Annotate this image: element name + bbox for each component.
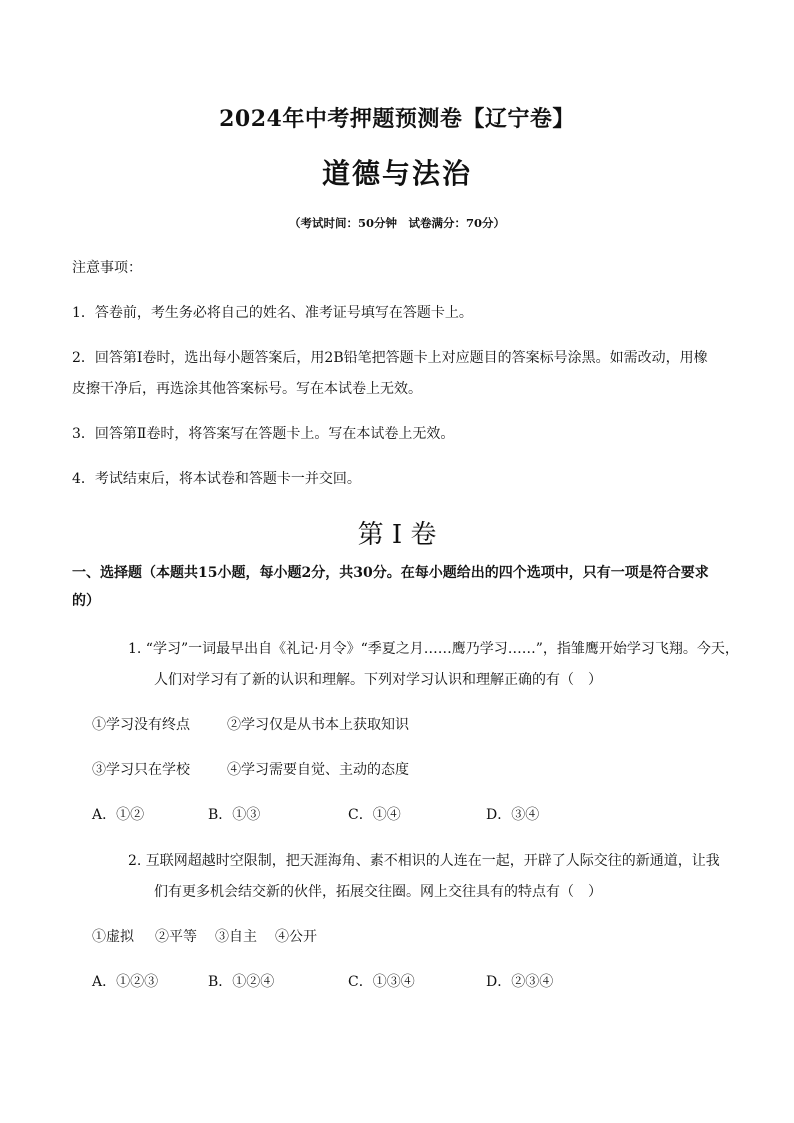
- question-2-stem-cont: 们有更多机会结交新的伙伴，拓展交往圈。网上交往具有的特点有（ ）: [154, 884, 602, 900]
- notice-item-4: 4．考试结束后，将本试卷和答题卡一并交回。: [72, 471, 361, 487]
- notice-item-1: 1．答卷前，考生务必将自己的姓名、准考证号填写在答题卡上。: [72, 305, 473, 321]
- part1-heading-cont: 的）: [72, 593, 100, 609]
- q2-statement-1: ①虚拟: [92, 929, 134, 945]
- subject-title: 道德与法治: [321, 157, 472, 190]
- q2-statement-2: ②平等: [155, 929, 197, 945]
- q1-option-d[interactable]: D．③④: [486, 807, 540, 823]
- exam-title: 2024年中考押题预测卷【辽宁卷】: [219, 106, 575, 132]
- exam-info: （考试时间：50分钟 试卷满分：70分）: [288, 216, 505, 230]
- q1-statement-4: ④学习需要自觉、主动的态度: [227, 762, 409, 778]
- q2-option-a[interactable]: A．①②③: [92, 974, 159, 990]
- q1-statement-3: ③学习只在学校: [92, 762, 190, 778]
- question-1-stem-cont: 人们对学习有了新的认识和理解。下列对学习认识和理解正确的有（ ）: [154, 672, 602, 688]
- q2-statement-4: ④公开: [275, 929, 317, 945]
- q2-option-d[interactable]: D．②③④: [486, 974, 554, 990]
- q1-option-c[interactable]: C．①④: [348, 807, 401, 823]
- q1-statement-2: ②学习仅是从书本上获取知识: [227, 717, 409, 733]
- question-1-stem: 1. “学习”一词最早出自《礼记·月令》“季夏之月……鹰乃学习……”，指雏鹰开始学习飞翔。今天，: [128, 641, 739, 657]
- q1-option-b[interactable]: B．①③: [208, 807, 261, 823]
- notice-item-2-cont: 皮擦干净后，再选涂其他答案标号。写在本试卷上无效。: [72, 381, 422, 397]
- q2-statement-3: ③自主: [215, 929, 257, 945]
- question-2-stem: 2. 互联网超越时空限制，把天涯海角、素不相识的人连在一起，开辟了人际交往的新通道，让我: [128, 853, 720, 869]
- section-title: 第 I 卷: [357, 520, 437, 550]
- notice-heading: 注意事项：: [72, 260, 142, 276]
- q1-statement-1: ①学习没有终点: [92, 717, 190, 733]
- notice-item-2: 2．回答第Ⅰ卷时，选出每小题答案后，用2B铅笔把答题卡上对应题目的答案标号涂黑。如需改动，用橡: [72, 350, 708, 366]
- notice-item-3: 3．回答第Ⅱ卷时，将答案写在答题卡上。写在本试卷上无效。: [72, 426, 455, 442]
- q2-option-b[interactable]: B．①②④: [208, 974, 275, 990]
- q1-option-a[interactable]: A．①②: [92, 807, 145, 823]
- part1-heading: 一、选择题（本题共15小题，每小题2分，共30分。在每小题给出的四个选项中，只有一项是符合要求: [72, 565, 709, 581]
- q2-option-c[interactable]: C．①③④: [348, 974, 415, 990]
